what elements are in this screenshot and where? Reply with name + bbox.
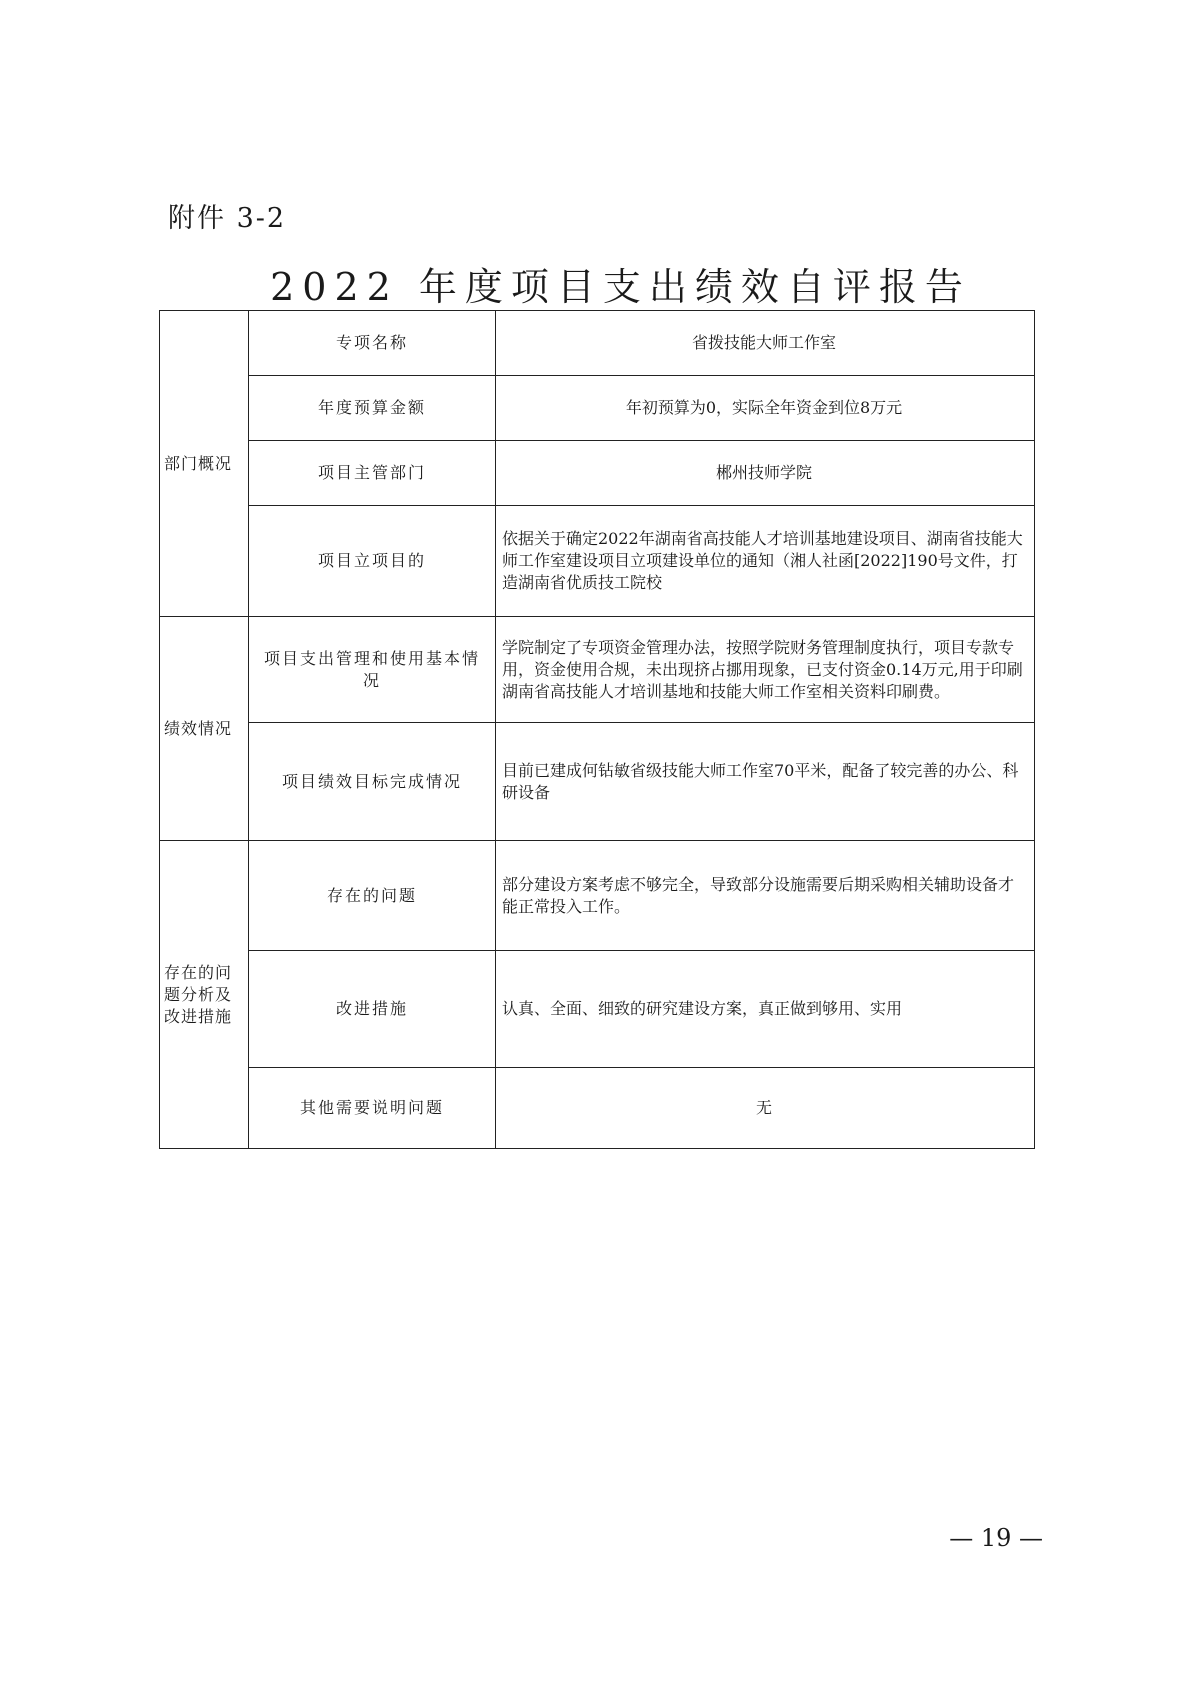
row-value: 无: [496, 1068, 1035, 1149]
table-row: [160, 617, 1035, 723]
attachment-label: 附件 3-2: [168, 203, 287, 234]
row-value: 年初预算为0，实际全年资金到位8万元: [496, 376, 1035, 441]
row-label: 项目立项目的: [249, 506, 496, 617]
row-value: 学院制定了专项资金管理办法，按照学院财务管理制度执行，项目专款专用，资金使用合规，未出现挤占挪用现象，已支付资金0.14万元,用于印刷湖南省高技能人才培训基地和技能大师工作室相关资料印刷费。: [496, 617, 1035, 723]
section-overview-cell: 部门概况: [160, 311, 249, 617]
row-value: 目前已建成何钻敏省级技能大师工作室70平米，配备了较完善的办公、科研设备: [496, 723, 1035, 841]
report-title: 2022 年度项目支出绩效自评报告: [270, 265, 971, 309]
row-label: 其他需要说明问题: [249, 1068, 496, 1149]
page-number: — 19 —: [949, 1524, 1043, 1552]
report-table: [159, 310, 1035, 1149]
row-label: 项目主管部门: [249, 441, 496, 506]
row-label: 项目绩效目标完成情况: [249, 723, 496, 841]
row-value: 郴州技师学院: [496, 441, 1035, 506]
table-row: [160, 376, 1035, 441]
row-label: 年度预算金额: [249, 376, 496, 441]
table-row: [160, 441, 1035, 506]
table-row: [160, 311, 1035, 376]
row-value: 依据关于确定2022年湖南省高技能人才培训基地建设项目、湖南省技能大师工作室建设项目立项建设单位的通知（湘人社函[2022]190号文件，打造湖南省优质技工院校: [496, 506, 1035, 617]
table-row: [160, 506, 1035, 617]
row-label: 存在的问题: [249, 841, 496, 951]
table-row: [160, 1068, 1035, 1149]
table-row: [160, 841, 1035, 951]
table-row: [160, 951, 1035, 1068]
row-value: 认真、全面、细致的研究建设方案，真正做到够用、实用: [496, 951, 1035, 1068]
row-label: 改进措施: [249, 951, 496, 1068]
row-value: 省拨技能大师工作室: [496, 311, 1035, 376]
table-row: [160, 723, 1035, 841]
section-performance-cell: 绩效情况: [160, 617, 249, 841]
row-value: 部分建设方案考虑不够完全，导致部分设施需要后期采购相关辅助设备才能正常投入工作。: [496, 841, 1035, 951]
row-label: 专项名称: [249, 311, 496, 376]
row-label: 项目支出管理和使用基本情况: [249, 617, 496, 723]
section-issues-cell: 存在的问题分析及改进措施: [160, 841, 249, 1149]
